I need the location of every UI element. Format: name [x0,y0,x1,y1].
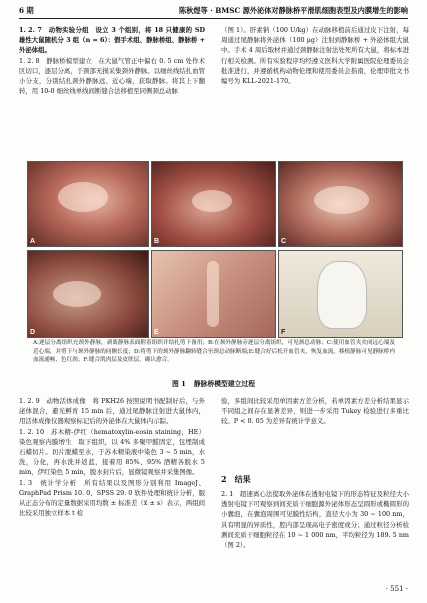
paragraph: 1. 2. 8 静脉桥模型建立 在大鼠气管正中偏右 0. 5 cm 处作术区切口，逐层分离，于颈部无损采集颈外静脉。以细丝线结扎血管小分支，分别结扎颈外静脉远、近心端，获取静脉。将其上下翻转，用 10-0 细丝线单线间断缝合法移植至同侧颈总动脉 [19,56,205,96]
tissue-highlight [207,261,219,327]
panel-label: E [154,329,159,336]
figure-panel-e [151,250,276,338]
paragraph: 1. 2. 9 动物活体成像 将 PKH26 按照说明书配制好后，与外泌体混合，避光孵育 15 min 后，通过尾静脉注射进大鼠体内，用活体成像仪器观察标记后的外泌体在大鼠体内示踪。 [19,397,205,426]
section-heading: 2 结果 [221,474,251,484]
figure-panel-b [151,161,276,247]
figure-title [0,378,427,388]
tissue-highlight [53,281,101,307]
column-right-bottom [221,396,409,427]
paragraph: （图 1）。肝素钠（100 U/kg）在动脉移植前后通过皮下注射，每周通过尾静脉将外泌体（100 μg）注射到静脉桥 + 外泌体组大鼠中。手术 4 周后取材并通过颈静脉注射法处死所有大鼠，将标本进行相关检测。所有实验程序均经遵义医科大学附属医院伦理委员会批准进行，并遵循机构动物伦理和使用委员会指南，伦理审批文书编号为 KLL-2021-170。 [221,26,409,86]
figure-panel-f [278,250,403,338]
panel-label: B [154,238,160,245]
figure-panel-a [27,161,149,247]
column-left-bottom [19,396,205,518]
page-number: · 551 · [385,585,408,593]
panel-label: C [281,238,287,245]
page-header [19,6,408,18]
paragraph: 1. 2. 10 苏木精-伊红（hematoxylin-eosin staining，HE）染色观察内膜增生 取下组织，以 4% 多聚甲醛固定，包埋制成石蜡切片。切片脱蜡至水，于苏木精染液中染色 3 ~ 5 min，水洗，分化，再水洗并返蓝，接着用 85%、95% 酒精各脱水 5 min，伊红染色 5 min，脱水封片后，显微镜观察并采集图像。 [19,427,205,477]
panel-label: F [281,329,286,336]
paragraph: 2. 1 超速离心法提取外泌体在透射电镜下的形态特征及粒径大小 透射电镜下可观察到间充质干细胞源外泌体形态呈圆形或椭圆形的小囊泡，在囊泡周围可见膜性结构，直径大小为 30 ~ 100 nm，具有明显的异质性，腔内部呈现高电子密度或分；通过粒径分析检测间充质干细胞粒径在 10 ~ 1 000 nm，平均粒径为 189. 5 nm（图 2）。 [221,490,416,550]
tissue-highlight [192,190,232,212]
paragraph: 1. 2. 7 动物实验分组 设立 3 个组别，将 18 只健康的 SD 雄性大鼠随机分 3 组（n = 6）：假手术组、静脉桥组、静脉桥 + 外泌体组。 [19,26,205,55]
paragraph: 1. 3 统计学分析 所有结果以及图形分别利用 ImageJ、GraphPad Prism 10. 0、SPSS 29. 0 软件处理和统计分析，服从正态分布的定量数据采用均数 ± 标准差（x̄ ± s）表示，两组间比较采用独立样本 t 检 [19,478,205,518]
figure-title-text: 静脉桥模型建立过程 [193,380,256,388]
figure-panel-c [278,161,403,247]
header-rule [19,18,408,19]
paragraph: 验，多组间比较采用单因素方差分析，若单因素方差分析结果显示不同组之间存在显著差异，则进一步采用 Tukey 检验进行多重比较。P < 0. 05 为差异有统计学意义。 [221,397,409,426]
running-title: 陈秋煜等 · BMSC 源外泌体对静脉桥平滑肌细胞表型及内膜增生的影响 [178,6,408,15]
panel-label: D [30,329,36,336]
column-left-top [19,25,205,96]
figure-number: 图 1 [171,380,186,388]
column-right-top [221,25,409,86]
figure-caption: A:逐层分离组织充颈外静脉，剥离静脉表面附着组织并结扎剪下备用；B:在颈外静脉旁逐层分离组织，可见颈总动脉；C:使用血管夹夹闭远心端及近心端，并剪下与颈外静脉的同侧长度；D:将剪下的颈外静脉翻转缝合至颈总动脉断端;E:缝合好后松开血管夹，恢复血流，移植静脉可见静脉桥内血流通畅，色红润；F:缝合肌肉层及皮肤层，确认愈合。 [33,340,395,364]
issue-number: 6 期 [19,6,34,15]
tissue-highlight [58,182,108,212]
panel-label: A [30,238,36,245]
tissue-highlight [314,186,369,214]
rat-image [317,261,367,329]
figure-1 [27,161,401,337]
figure-panel-d [27,250,149,338]
column-right-results [221,489,416,550]
